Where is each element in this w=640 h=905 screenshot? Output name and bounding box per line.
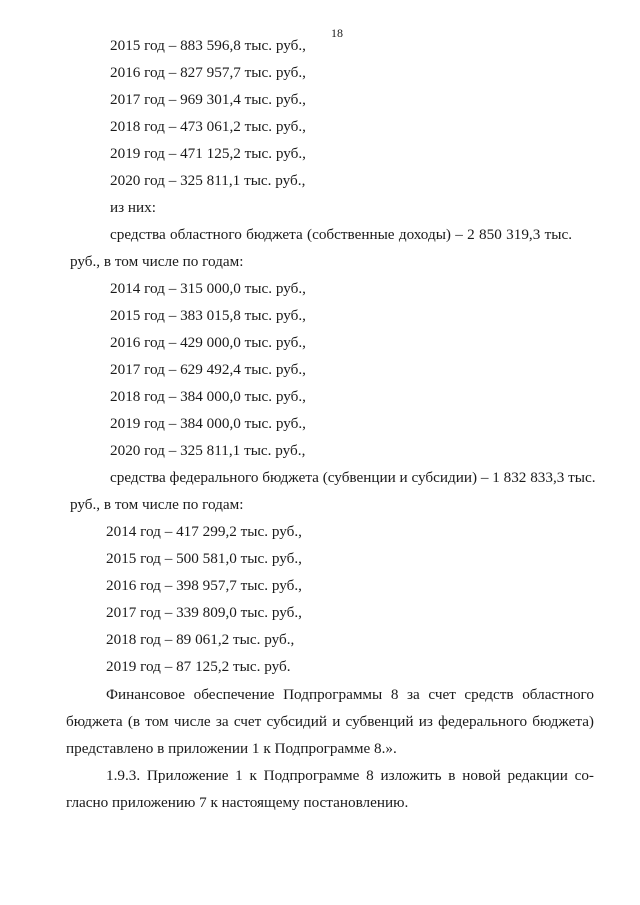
year-line: 2017 год – 969 301,4 тыс. руб., [110,91,306,108]
item-paragraph-line1: 1.9.3. Приложение 1 к Подпрограмме 8 изложить в новой редакции со- [106,767,594,784]
regional-year-line: 2018 год – 384 000,0 тыс. руб., [110,388,306,405]
federal-year-line: 2018 год – 89 061,2 тыс. руб., [106,631,295,648]
regional-year-line: 2017 год – 629 492,4 тыс. руб., [110,361,306,378]
item-paragraph-line2: гласно приложению 7 к настоящему постановлению. [66,794,409,811]
federal-budget-line2: руб., в том числе по годам: [70,496,244,513]
federal-year-line: 2017 год – 339 809,0 тыс. руб., [106,604,302,621]
regional-year-line: 2019 год – 384 000,0 тыс. руб., [110,415,306,432]
federal-year-line: 2014 год – 417 299,2 тыс. руб., [106,523,302,540]
financing-paragraph-line2: бюджета (в том числе за счет субсидий и субвенций из федерального бюджета) [66,713,594,730]
year-line: 2019 год – 471 125,2 тыс. руб., [110,145,306,162]
regional-budget-line1: средства областного бюджета (собственные доходы) – 2 850 319,3 тыс. [110,226,572,243]
regional-budget-line2: руб., в том числе по годам: [70,253,244,270]
regional-year-line: 2015 год – 383 015,8 тыс. руб., [110,307,306,324]
financing-paragraph-line1: Финансовое обеспечение Подпрограммы 8 за счет средств областного [106,686,594,703]
federal-budget-line1: средства федерального бюджета (субвенции и субсидии) – 1 832 833,3 тыс. [110,469,596,486]
federal-year-line: 2015 год – 500 581,0 тыс. руб., [106,550,302,567]
year-line: 2015 год – 883 596,8 тыс. руб., [110,37,306,54]
federal-year-line: 2016 год – 398 957,7 тыс. руб., [106,577,302,594]
financing-paragraph-line3: представлено в приложении 1 к Подпрограмме 8.». [66,740,397,757]
regional-year-line: 2016 год – 429 000,0 тыс. руб., [110,334,306,351]
year-line: 2018 год – 473 061,2 тыс. руб., [110,118,306,135]
federal-year-line: 2019 год – 87 125,2 тыс. руб. [106,658,291,675]
regional-year-line: 2014 год – 315 000,0 тыс. руб., [110,280,306,297]
year-line: 2016 год – 827 957,7 тыс. руб., [110,64,306,81]
regional-year-line: 2020 год – 325 811,1 тыс. руб., [110,442,306,459]
page-number: 18 [331,26,343,40]
iz-nih-label: из них: [110,199,156,216]
year-line: 2020 год – 325 811,1 тыс. руб., [110,172,306,189]
